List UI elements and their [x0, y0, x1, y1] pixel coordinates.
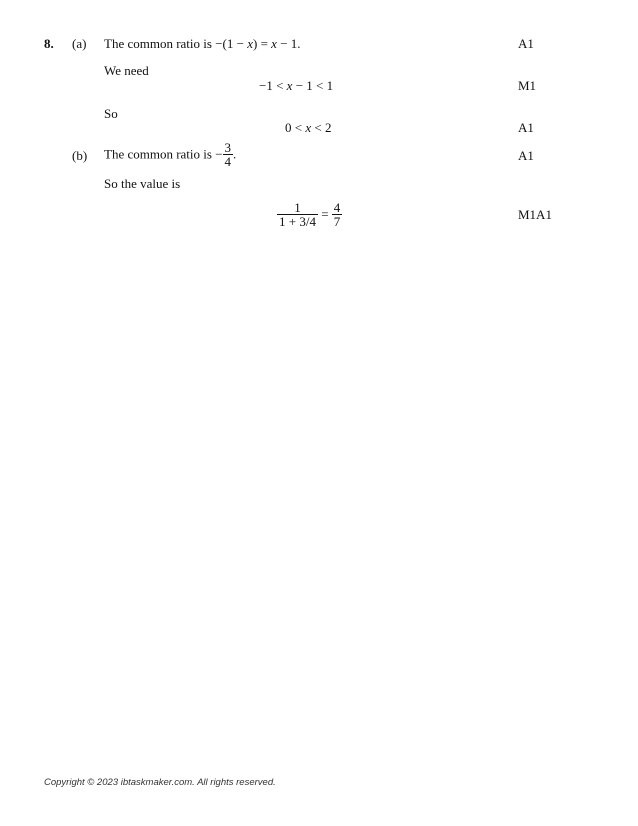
part-a-expr-pre: −(1 − [215, 36, 248, 51]
part-a-mark-3: A1 [518, 120, 534, 135]
part-b-mark-2: M1A1 [518, 207, 552, 222]
inequality-1-post: − 1 < 1 [292, 78, 334, 93]
var-x: x [271, 36, 277, 51]
result-fraction [332, 201, 343, 228]
ratio-denominator: 4 [224, 154, 232, 169]
inequality-1 [259, 78, 333, 94]
part-a-line1 [104, 36, 301, 52]
part-a-we-need: We need [104, 63, 149, 78]
part-b-line1-prefix: The common ratio is − [104, 146, 223, 162]
inequality-1-pre: −1 < [259, 78, 287, 93]
part-b-mark-1: A1 [518, 148, 534, 163]
inequality-2 [285, 120, 331, 136]
ratio-numerator: 3 [224, 140, 232, 155]
part-b-line1 [104, 141, 236, 168]
result-numerator: 4 [333, 200, 341, 215]
part-b-line1-suffix: . [233, 146, 237, 162]
part-b-so-the-value: So the value is [104, 176, 181, 191]
question-number: 8. [44, 36, 54, 51]
equals-sign: = [321, 206, 329, 222]
var-x: x [247, 36, 253, 51]
sum-denominator: 1 + 3/4 [279, 214, 316, 229]
part-b-label: (b) [72, 148, 88, 163]
sum-expression [277, 201, 342, 228]
sum-fraction [277, 201, 318, 228]
sum-numerator: 1 [294, 200, 301, 215]
part-a-expr-mid: ) = [252, 36, 272, 51]
result-denominator: 7 [333, 214, 341, 229]
var-x: x [286, 78, 293, 93]
ratio-fraction [223, 140, 237, 169]
inequality-2-pre: 0 < [285, 120, 306, 135]
part-a-mark-2: M1 [518, 78, 537, 93]
var-x: x [305, 120, 312, 135]
part-a-expr-post: − 1. [276, 36, 301, 51]
part-a-label: (a) [72, 36, 87, 51]
copyright-footer: Copyright © 2023 ibtaskmaker.com. All rights reserved. [44, 777, 276, 788]
part-a-mark-1: A1 [518, 36, 534, 51]
part-a-line1-prefix: The common ratio is [104, 36, 216, 51]
inequality-2-post: < 2 [311, 120, 332, 135]
part-a-so: So [104, 106, 118, 121]
